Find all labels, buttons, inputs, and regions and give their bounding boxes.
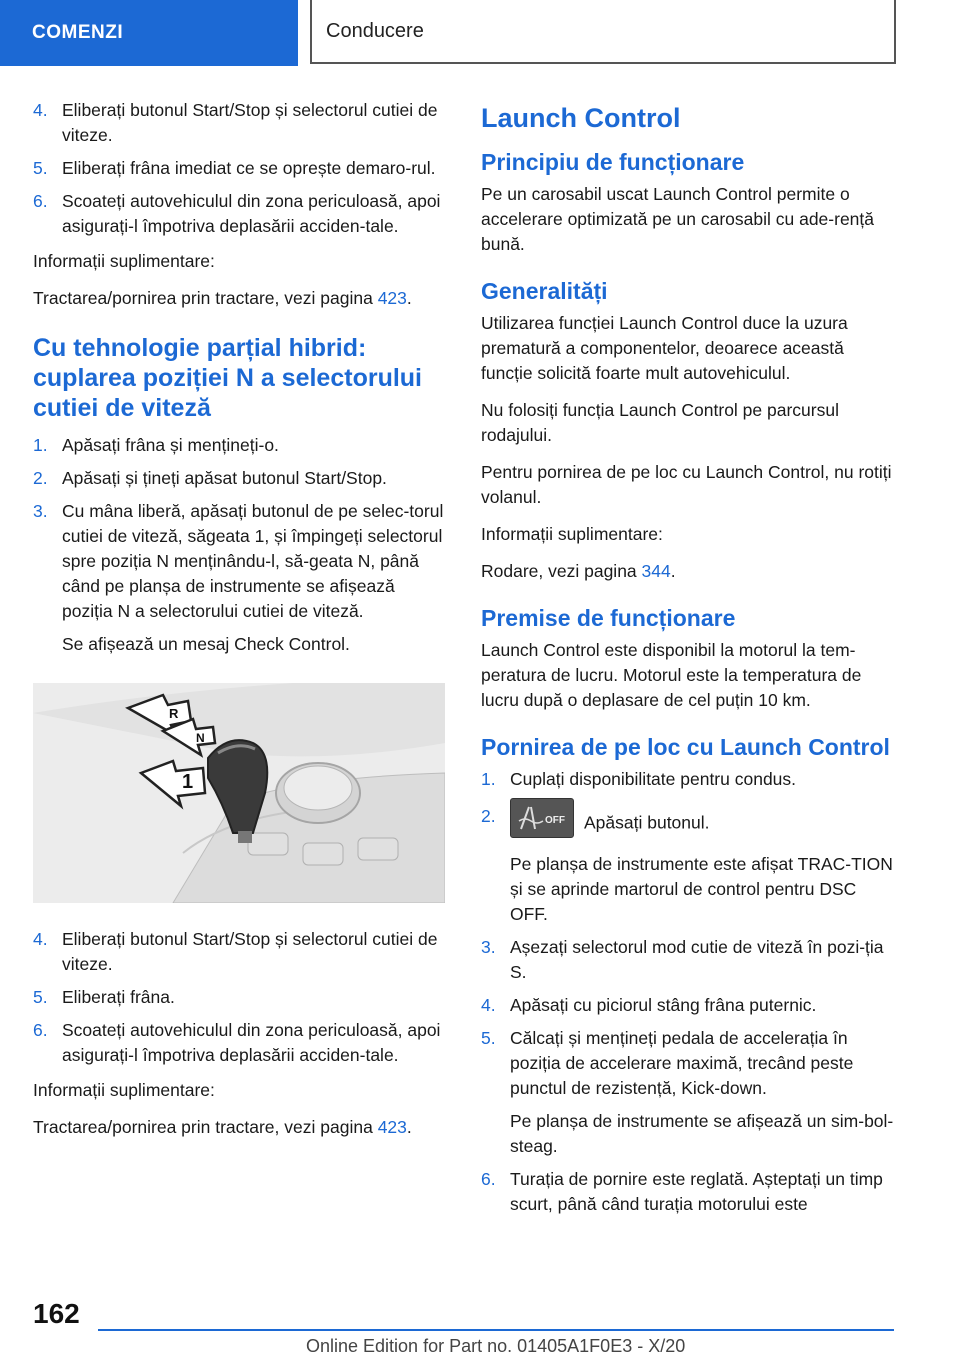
heading-start: Pornirea de pe loc cu Launch Control [481,734,890,760]
label-r: R [169,706,179,721]
list-item: 4. Eliberați butonul Start/Stop și selectorul cutiei de viteze. [33,929,438,974]
list-item: 1. Cuplați disponibilitate pentru condus. [481,769,797,789]
left-column [33,98,445,1152]
info-reference: Tractarea/pornirea prin tractare, vezi pagina 423. [33,288,412,308]
gear-selector-drawing [33,683,445,903]
svg-text:OFF: OFF [545,815,565,826]
list-item: 5. Eliberați frâna imediat ce se oprește demaro-rul. [33,158,436,178]
list-item: 6. Scoateți autovehiculul din zona periculoasă, apoi asigurați-l împotriva deplasării acciden-tale. [33,191,441,236]
info-label: Informații suplimentare: [481,524,663,544]
info-reference: Rodare, vezi pagina 344. [481,561,676,581]
list-item: 2. OFF Apăsați butonul. Pe planșa de instrumente este afișat TRAC-TION și se aprinde martorul de control pentru DSC OFF. [481,804,899,927]
launch-steps-list [481,767,899,1217]
steps-list-c [33,927,445,1068]
list-item: 4. Eliberați butonul Start/Stop și selectorul cutiei de viteze. [33,100,438,145]
info-label: Informații suplimentare: [33,251,215,271]
list-item: 3. Așezați selectorul mod cutie de viteză în pozi-ția S. [481,937,884,982]
list-item: 6. Turația de pornire este reglată. Așteptați un timp scurt, până când turația motorului este [481,1169,883,1214]
paragraph: Utilizarea funcției Launch Control duce la uzura prematură a componentelor, deoarece această funcție solicită foarte mult autovehiculul. [481,313,848,383]
list-item: 3. Cu mâna liberă, apăsați butonul de pe selec-torul cutiei de viteză, săgeata 1, și împingeți selectorul spre poziția N menținându-l, să-geata N, până când pe planșa de instrumente se afișează poziția N a selectorului cutiei de viteză. Se afișează un mesaj Check Control. [33,501,444,654]
list-item: 5. Călcați și mențineți pedala de accelerația în poziția de accelerare maximă, trecând peste punctul de rezistență, Kick-down. Pe planșa de instrumente se afișează un sim-bol-steag. [481,1028,894,1156]
dsc-off-button-icon [510,798,574,838]
footer-divider [98,1329,894,1331]
label-n: N [196,731,205,745]
page-title: Launch Control [481,103,681,133]
info-label: Informații suplimentare: [33,1080,215,1100]
paragraph: Pe un carosabil uscat Launch Control permite o accelerare optimizată pe un carosabil cu ade-rență bună. [481,184,874,254]
section-heading-hybrid: Cu tehnologie parțial hibrid: cuplarea poziției N a selectorului cutiei de viteză [33,334,423,422]
gear-selector-illustration [33,683,445,903]
page-header [0,0,960,66]
paragraph: Pentru pornirea de pe loc cu Launch Control, nu rotiți volanul. [481,462,892,507]
info-reference: Tractarea/pornirea prin tractare, vezi pagina 423. [33,1117,412,1137]
list-item: 4. Apăsați cu piciorul stâng frâna puternic. [481,995,817,1015]
page-number: 162 [33,1298,80,1329]
heading-premise: Premise de funcționare [481,605,736,631]
page-link[interactable]: 423 [377,1117,407,1137]
paragraph: Launch Control este disponibil la motorul la tem-peratura de lucru. Motorul este la temperatura de lucru după o deplasare de cel puțin 10 km. [481,640,862,710]
page-link[interactable]: 344 [641,561,671,581]
heading-general: Generalități [481,278,608,304]
steps-list-b [33,433,445,657]
chapter-tab[interactable]: COMENZI [0,0,298,66]
paragraph: Nu folosiți funcția Launch Control pe parcursul rodajului. [481,400,839,445]
section-title: Conducere [310,0,896,64]
edition-text: Online Edition for Part no. 01405A1F0E3 - X/20 [306,1336,686,1356]
list-item: 1. Apăsați frâna și mențineți-o. [33,435,279,455]
right-column [481,98,899,1227]
page-link[interactable]: 423 [377,288,407,308]
steps-list-a [33,98,445,239]
list-item: 5. Eliberați frâna. [33,987,175,1007]
heading-principle: Principiu de funcționare [481,149,745,175]
list-item: 6. Scoateți autovehiculul din zona periculoasă, apoi asigurați-l împotriva deplasării acciden-tale. [33,1020,441,1065]
list-item: 2. Apăsați și țineți apăsat butonul Start/Stop. [33,468,387,488]
label-1: 1 [182,771,194,793]
